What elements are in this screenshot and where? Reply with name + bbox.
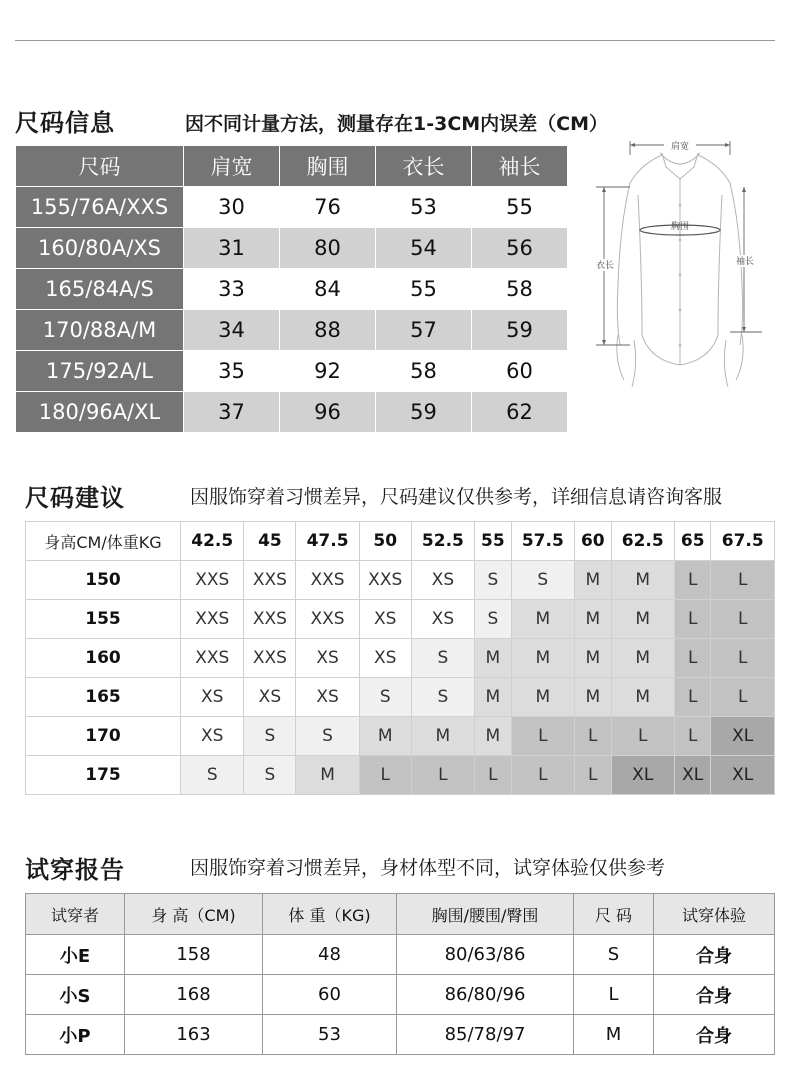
header-weight: 体 重（KG) [263, 894, 397, 935]
size-cell: M [475, 639, 511, 678]
sleeve-value: 55 [472, 187, 568, 228]
size-cell: XXS [244, 639, 296, 678]
tester-fit: 合身 [654, 1015, 775, 1055]
tester-fit: 合身 [654, 975, 775, 1015]
chest-value: 88 [280, 310, 376, 351]
size-cell: L [611, 717, 674, 756]
header-sleeve: 袖长 [472, 146, 568, 187]
header-chest: 胸围 [280, 146, 376, 187]
size-cell: L [359, 756, 411, 795]
height-label: 160 [26, 639, 181, 678]
size-label: 155/76A/XXS [16, 187, 184, 228]
size-info-header-row [16, 146, 568, 187]
tester-weight: 60 [263, 975, 397, 1015]
size-cell: M [296, 756, 359, 795]
size-cell: XS [181, 678, 244, 717]
size-cell: L [575, 756, 611, 795]
size-info-table [15, 145, 568, 433]
size-cell: M [511, 600, 574, 639]
size-cell: M [611, 678, 674, 717]
size-cell: XXS [296, 600, 359, 639]
length-value: 53 [376, 187, 472, 228]
size-cell: L [711, 561, 775, 600]
height-label: 175 [26, 756, 181, 795]
size-cell: M [511, 678, 574, 717]
chest-value: 80 [280, 228, 376, 269]
size-cell: M [475, 678, 511, 717]
size-label: 160/80A/XS [16, 228, 184, 269]
size-cell: M [475, 717, 511, 756]
sleeve-value: 62 [472, 392, 568, 433]
shoulder-value: 34 [184, 310, 280, 351]
tester-size: L [574, 975, 654, 1015]
size-cell: S [511, 561, 574, 600]
table-row [26, 935, 775, 975]
table-row [16, 187, 568, 228]
table-row [16, 310, 568, 351]
tester-height: 163 [125, 1015, 263, 1055]
header-size: 尺 码 [574, 894, 654, 935]
table-row [26, 717, 775, 756]
size-cell: S [475, 561, 511, 600]
size-cell: XS [181, 717, 244, 756]
table-row [26, 756, 775, 795]
size-cell: XL [611, 756, 674, 795]
header-tester: 试穿者 [26, 894, 125, 935]
trial-report-note: 因服饰穿着习惯差异，身材体型不同，试穿体验仅供参考 [190, 857, 666, 879]
size-cell: L [674, 678, 710, 717]
weight-header: 52.5 [411, 522, 474, 561]
length-value: 54 [376, 228, 472, 269]
trial-report-title: 试穿报告 [25, 856, 125, 884]
table-row [16, 269, 568, 310]
size-cell: S [244, 717, 296, 756]
shirt-measurement-figure [590, 135, 770, 390]
size-cell: M [611, 600, 674, 639]
size-cell: L [674, 717, 710, 756]
size-cell: XXS [244, 600, 296, 639]
chest-value: 96 [280, 392, 376, 433]
weight-header: 47.5 [296, 522, 359, 561]
size-advice-note: 因服饰穿着习惯差异，尺码建议仅供参考，详细信息请咨询客服 [190, 486, 723, 508]
size-cell: XXS [296, 561, 359, 600]
tester-name: 小P [26, 1015, 125, 1055]
weight-header: 42.5 [181, 522, 244, 561]
sleeve-value: 60 [472, 351, 568, 392]
size-cell: M [511, 639, 574, 678]
table-row [16, 228, 568, 269]
size-cell: M [575, 639, 611, 678]
size-cell: L [674, 639, 710, 678]
tester-weight: 53 [263, 1015, 397, 1055]
size-cell: XL [711, 717, 775, 756]
size-cell: S [296, 717, 359, 756]
tester-size: S [574, 935, 654, 975]
trial-report-header-row [26, 894, 775, 935]
tester-name: 小S [26, 975, 125, 1015]
size-cell: M [575, 678, 611, 717]
shoulder-value: 33 [184, 269, 280, 310]
weight-header: 65 [674, 522, 710, 561]
header-shoulder: 肩宽 [184, 146, 280, 187]
table-row [26, 975, 775, 1015]
size-cell: XXS [181, 639, 244, 678]
size-cell: XS [411, 600, 474, 639]
tester-weight: 48 [263, 935, 397, 975]
size-cell: XS [359, 639, 411, 678]
tester-measurements: 85/78/97 [397, 1015, 574, 1055]
size-cell: M [411, 717, 474, 756]
size-label: 180/96A/XL [16, 392, 184, 433]
table-row [26, 678, 775, 717]
size-cell: L [711, 639, 775, 678]
figure-length-label: 衣长 [595, 261, 615, 271]
size-label: 170/88A/M [16, 310, 184, 351]
header-length: 衣长 [376, 146, 472, 187]
size-cell: S [359, 678, 411, 717]
weight-header: 60 [575, 522, 611, 561]
table-row [26, 600, 775, 639]
tester-size: M [574, 1015, 654, 1055]
figure-shoulder-label: 肩宽 [670, 142, 690, 152]
length-value: 58 [376, 351, 472, 392]
size-cell: S [475, 600, 511, 639]
sleeve-value: 56 [472, 228, 568, 269]
shoulder-value: 37 [184, 392, 280, 433]
sleeve-value: 59 [472, 310, 568, 351]
weight-header: 45 [244, 522, 296, 561]
size-cell: S [181, 756, 244, 795]
chest-value: 92 [280, 351, 376, 392]
trial-report-table [25, 893, 775, 1055]
size-cell: XS [359, 600, 411, 639]
size-cell: L [411, 756, 474, 795]
weight-header: 50 [359, 522, 411, 561]
size-cell: S [244, 756, 296, 795]
header-size: 尺码 [16, 146, 184, 187]
tester-height: 158 [125, 935, 263, 975]
size-cell: M [359, 717, 411, 756]
weight-header: 55 [475, 522, 511, 561]
size-cell: XS [296, 678, 359, 717]
header-fit: 试穿体验 [654, 894, 775, 935]
tester-name: 小E [26, 935, 125, 975]
sleeve-value: 58 [472, 269, 568, 310]
size-info-title: 尺码信息 [15, 109, 115, 137]
shoulder-value: 31 [184, 228, 280, 269]
height-weight-header: 身高CM/体重KG [26, 522, 181, 561]
size-cell: XXS [359, 561, 411, 600]
size-cell: M [575, 600, 611, 639]
weight-header: 62.5 [611, 522, 674, 561]
size-advice-table [25, 521, 775, 795]
size-cell: XXS [244, 561, 296, 600]
size-cell: XXS [181, 561, 244, 600]
size-cell: M [575, 561, 611, 600]
size-cell: XL [674, 756, 710, 795]
size-cell: L [711, 600, 775, 639]
length-value: 59 [376, 392, 472, 433]
table-row [26, 561, 775, 600]
size-cell: L [674, 600, 710, 639]
size-info-note: 因不同计量方法，测量存在1-3CM内误差（CM） [185, 113, 609, 135]
header-measurements: 胸围/腰围/臀围 [397, 894, 574, 935]
size-label: 165/84A/S [16, 269, 184, 310]
table-row [26, 1015, 775, 1055]
size-cell: S [411, 678, 474, 717]
size-cell: L [711, 678, 775, 717]
top-divider [15, 40, 775, 41]
size-advice-title: 尺码建议 [25, 484, 125, 512]
table-row [16, 351, 568, 392]
figure-chest-label: 胸围 [670, 222, 690, 232]
height-label: 165 [26, 678, 181, 717]
length-value: 57 [376, 310, 472, 351]
size-cell: M [611, 639, 674, 678]
chest-value: 84 [280, 269, 376, 310]
size-advice-header-row [26, 522, 775, 561]
size-cell: XS [411, 561, 474, 600]
size-cell: XL [711, 756, 775, 795]
size-cell: L [475, 756, 511, 795]
size-cell: XXS [181, 600, 244, 639]
height-label: 155 [26, 600, 181, 639]
tester-fit: 合身 [654, 935, 775, 975]
tester-height: 168 [125, 975, 263, 1015]
tester-measurements: 86/80/96 [397, 975, 574, 1015]
weight-header: 57.5 [511, 522, 574, 561]
height-label: 170 [26, 717, 181, 756]
size-cell: M [611, 561, 674, 600]
figure-sleeve-label: 袖长 [735, 257, 755, 267]
shoulder-value: 30 [184, 187, 280, 228]
height-label: 150 [26, 561, 181, 600]
weight-header: 67.5 [711, 522, 775, 561]
size-cell: L [674, 561, 710, 600]
header-height: 身 高（CM) [125, 894, 263, 935]
size-cell: S [411, 639, 474, 678]
size-label: 175/92A/L [16, 351, 184, 392]
size-cell: XS [296, 639, 359, 678]
length-value: 55 [376, 269, 472, 310]
size-cell: L [511, 717, 574, 756]
size-cell: L [575, 717, 611, 756]
chest-value: 76 [280, 187, 376, 228]
table-row [16, 392, 568, 433]
size-cell: L [511, 756, 574, 795]
table-row [26, 639, 775, 678]
tester-measurements: 80/63/86 [397, 935, 574, 975]
size-cell: XS [244, 678, 296, 717]
shoulder-value: 35 [184, 351, 280, 392]
